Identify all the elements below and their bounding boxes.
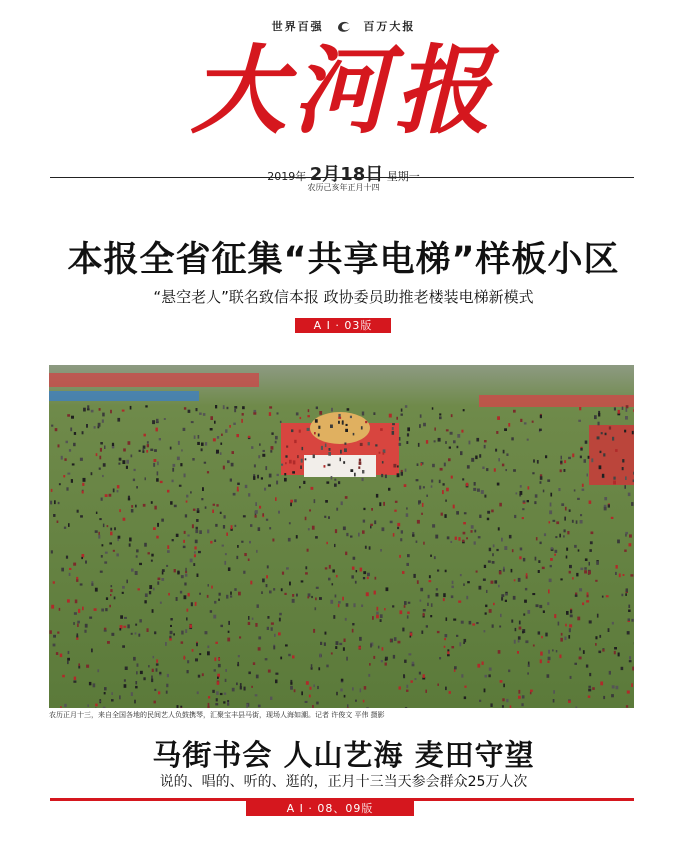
date-weekday: 星期一 (386, 170, 420, 183)
logo-swirl-icon (336, 19, 352, 36)
masthead-title: 大河报 (190, 34, 497, 147)
second-page-ref[interactable]: A I · 08、09版 (246, 801, 414, 816)
lead-headline: 本报全省征集“共享电梯”样板小区 (67, 240, 620, 280)
second-subhead: 说的、唱的、听的、逛的，正月十三当天参会群众25万人次 (159, 774, 528, 790)
slogan-left: 世界百强 (271, 20, 324, 33)
lunar-date: 农历己亥年正月十四 (307, 183, 380, 192)
second-headline: 马街书会 人山艺海 麦田守望 (152, 738, 535, 772)
lead-subhead: “悬空老人”联名致信本报 政协委员助推老楼装电梯新模式 (153, 288, 534, 306)
slogan-right: 百万大报 (363, 20, 416, 33)
crowd-photo (49, 365, 634, 708)
photo-caption: 农历正月十三，来自全国各地的民间艺人负鼓携琴，汇聚宝丰县马街，现场人海如潮。记者 许俊文 平伟 摄影 (49, 711, 385, 719)
lead-page-ref[interactable]: A I · 03版 (295, 318, 391, 333)
date-day: 2月18日 (309, 164, 384, 185)
masthead-slogan (0, 18, 687, 36)
date-year: 2019年 (267, 170, 307, 183)
